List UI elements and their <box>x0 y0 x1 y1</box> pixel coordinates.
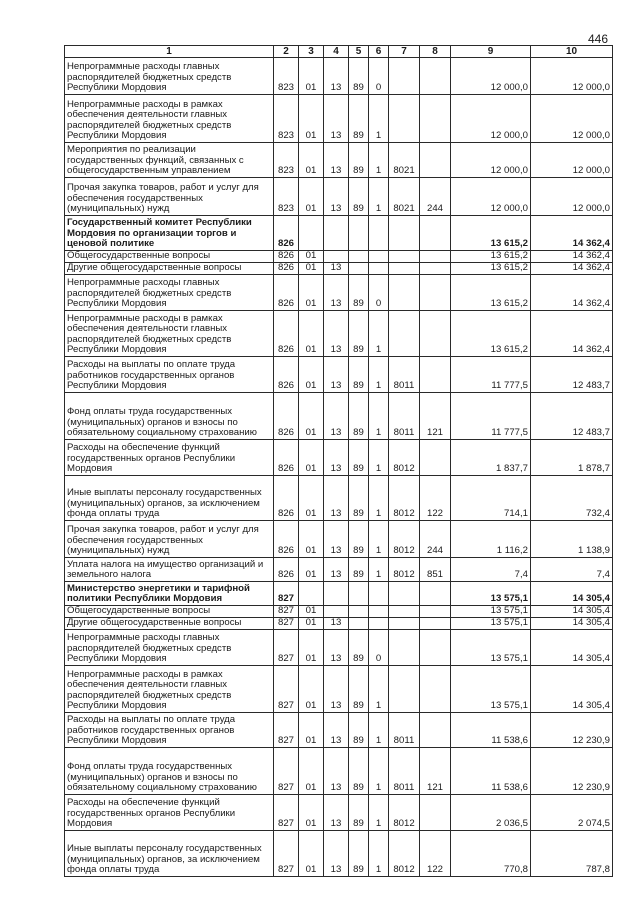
table-row <box>65 795 613 831</box>
section-code-cell: 01 <box>299 275 324 311</box>
program-code-cell: 89 <box>349 831 369 877</box>
table-row <box>65 476 613 521</box>
table-row <box>65 251 613 263</box>
ministry-code-cell: 823 <box>274 178 299 216</box>
table-row <box>65 618 613 630</box>
expense-type-cell <box>420 666 451 713</box>
program-code-cell: 89 <box>349 713 369 748</box>
amount-year2-cell: 14 362,4 <box>531 263 613 275</box>
subprogram-code-cell: 0 <box>369 275 389 311</box>
table-row <box>65 713 613 748</box>
ministry-code-cell: 827 <box>274 582 299 606</box>
subprogram-code-cell: 0 <box>369 58 389 95</box>
section-code-cell: 01 <box>299 618 324 630</box>
expense-type-cell <box>420 606 451 618</box>
section-code-cell <box>299 216 324 251</box>
subsection-code-cell: 13 <box>324 666 349 713</box>
amount-year1-cell: 13 575,1 <box>451 630 531 666</box>
amount-year2-cell: 14 305,4 <box>531 606 613 618</box>
section-code-cell: 01 <box>299 476 324 521</box>
subsection-code-cell: 13 <box>324 618 349 630</box>
row-name-cell: Прочая закупка товаров, работ и услуг для обеспечения государственных (муниципальных) нужд <box>65 521 274 558</box>
expense-type-cell: 244 <box>420 521 451 558</box>
subprogram-code-cell: 1 <box>369 393 389 440</box>
subsection-code-cell: 13 <box>324 143 349 178</box>
section-code-cell: 01 <box>299 521 324 558</box>
row-name-cell: Прочая закупка товаров, работ и услуг для обеспечения государственных (муниципальных) нужд <box>65 178 274 216</box>
column-header: 2 <box>274 46 299 58</box>
amount-year2-cell: 12 000,0 <box>531 95 613 143</box>
subprogram-code-cell <box>369 251 389 263</box>
amount-year1-cell: 1 837,7 <box>451 440 531 476</box>
amount-year2-cell: 14 362,4 <box>531 311 613 357</box>
row-name-cell: Расходы на обеспечение функций государственных органов Республики Мордовия <box>65 795 274 831</box>
ministry-code-cell: 827 <box>274 666 299 713</box>
expense-type-cell <box>420 582 451 606</box>
program-code-cell: 89 <box>349 476 369 521</box>
row-name-cell: Министерство энергетики и тарифной политики Республики Мордовия <box>65 582 274 606</box>
amount-year1-cell: 13 615,2 <box>451 251 531 263</box>
amount-year1-cell: 7,4 <box>451 558 531 582</box>
target-code-cell: 8021 <box>389 143 420 178</box>
subprogram-code-cell: 1 <box>369 713 389 748</box>
expense-type-cell <box>420 216 451 251</box>
subprogram-code-cell <box>369 582 389 606</box>
row-name-cell: Непрограммные расходы в рамках обеспечения деятельности главных распорядителей бюджетных средств Республики Мордовия <box>65 666 274 713</box>
ministry-code-cell: 826 <box>274 440 299 476</box>
section-code-cell: 01 <box>299 713 324 748</box>
table-row <box>65 748 613 795</box>
program-code-cell <box>349 251 369 263</box>
subsection-code-cell: 13 <box>324 275 349 311</box>
ministry-code-cell: 826 <box>274 558 299 582</box>
ministry-code-cell: 826 <box>274 275 299 311</box>
section-code-cell: 01 <box>299 666 324 713</box>
program-code-cell <box>349 582 369 606</box>
ministry-code-cell: 827 <box>274 795 299 831</box>
program-code-cell: 89 <box>349 795 369 831</box>
expense-type-cell <box>420 95 451 143</box>
expense-type-cell: 122 <box>420 476 451 521</box>
section-code-cell: 01 <box>299 831 324 877</box>
amount-year1-cell: 13 575,1 <box>451 618 531 630</box>
amount-year1-cell: 11 777,5 <box>451 393 531 440</box>
target-code-cell <box>389 216 420 251</box>
target-code-cell: 8012 <box>389 476 420 521</box>
target-code-cell: 8011 <box>389 393 420 440</box>
table-row <box>65 178 613 216</box>
program-code-cell: 89 <box>349 275 369 311</box>
section-code-cell: 01 <box>299 606 324 618</box>
amount-year2-cell: 14 362,4 <box>531 275 613 311</box>
subsection-code-cell: 13 <box>324 95 349 143</box>
amount-year1-cell: 12 000,0 <box>451 95 531 143</box>
program-code-cell: 89 <box>349 143 369 178</box>
amount-year2-cell: 787,8 <box>531 831 613 877</box>
row-name-cell: Общегосударственные вопросы <box>65 606 274 618</box>
subprogram-code-cell: 1 <box>369 440 389 476</box>
subsection-code-cell: 13 <box>324 440 349 476</box>
ministry-code-cell: 827 <box>274 630 299 666</box>
subsection-code-cell <box>324 216 349 251</box>
section-code-cell <box>299 582 324 606</box>
table-row <box>65 263 613 275</box>
program-code-cell: 89 <box>349 58 369 95</box>
program-code-cell: 89 <box>349 357 369 393</box>
subsection-code-cell: 13 <box>324 263 349 275</box>
table-row <box>65 216 613 251</box>
target-code-cell: 8012 <box>389 521 420 558</box>
row-name-cell: Непрограммные расходы главных распорядителей бюджетных средств Республики Мордовия <box>65 58 274 95</box>
program-code-cell: 89 <box>349 630 369 666</box>
amount-year2-cell: 14 305,4 <box>531 618 613 630</box>
ministry-code-cell: 823 <box>274 95 299 143</box>
section-code-cell: 01 <box>299 393 324 440</box>
table-row <box>65 521 613 558</box>
subsection-code-cell: 13 <box>324 393 349 440</box>
subprogram-code-cell: 1 <box>369 748 389 795</box>
amount-year2-cell: 12 000,0 <box>531 143 613 178</box>
table-row <box>65 666 613 713</box>
program-code-cell: 89 <box>349 748 369 795</box>
subsection-code-cell: 13 <box>324 831 349 877</box>
ministry-code-cell: 823 <box>274 143 299 178</box>
subprogram-code-cell: 1 <box>369 666 389 713</box>
section-code-cell: 01 <box>299 795 324 831</box>
subprogram-code-cell: 1 <box>369 831 389 877</box>
table-row <box>65 582 613 606</box>
expense-type-cell <box>420 275 451 311</box>
subprogram-code-cell: 1 <box>369 311 389 357</box>
budget-table <box>64 45 613 877</box>
ministry-code-cell: 823 <box>274 58 299 95</box>
section-code-cell: 01 <box>299 748 324 795</box>
row-name-cell: Непрограммные расходы в рамках обеспечения деятельности главных распорядителей бюджетных средств Республики Мордовия <box>65 311 274 357</box>
target-code-cell <box>389 311 420 357</box>
section-code-cell: 01 <box>299 143 324 178</box>
program-code-cell: 89 <box>349 521 369 558</box>
amount-year1-cell: 11 538,6 <box>451 748 531 795</box>
target-code-cell: 8012 <box>389 831 420 877</box>
expense-type-cell <box>420 357 451 393</box>
program-code-cell <box>349 606 369 618</box>
row-name-cell: Расходы на выплаты по оплате труда работников государственных органов Республики Мордовия <box>65 713 274 748</box>
amount-year2-cell: 14 362,4 <box>531 251 613 263</box>
amount-year2-cell: 12 230,9 <box>531 713 613 748</box>
program-code-cell <box>349 618 369 630</box>
amount-year2-cell: 7,4 <box>531 558 613 582</box>
table-row <box>65 831 613 877</box>
program-code-cell: 89 <box>349 95 369 143</box>
ministry-code-cell: 827 <box>274 748 299 795</box>
amount-year1-cell: 12 000,0 <box>451 58 531 95</box>
amount-year2-cell: 14 305,4 <box>531 666 613 713</box>
target-code-cell <box>389 95 420 143</box>
amount-year2-cell: 1 138,9 <box>531 521 613 558</box>
ministry-code-cell: 827 <box>274 713 299 748</box>
expense-type-cell <box>420 143 451 178</box>
expense-type-cell <box>420 58 451 95</box>
page-number: 446 <box>588 32 609 46</box>
ministry-code-cell: 827 <box>274 618 299 630</box>
table-row <box>65 275 613 311</box>
subprogram-code-cell <box>369 263 389 275</box>
ministry-code-cell: 826 <box>274 521 299 558</box>
subsection-code-cell: 13 <box>324 630 349 666</box>
amount-year1-cell: 770,8 <box>451 831 531 877</box>
table-row <box>65 558 613 582</box>
section-code-cell: 01 <box>299 263 324 275</box>
expense-type-cell <box>420 251 451 263</box>
amount-year2-cell: 732,4 <box>531 476 613 521</box>
expense-type-cell <box>420 630 451 666</box>
amount-year2-cell: 14 305,4 <box>531 630 613 666</box>
column-header: 8 <box>420 46 451 58</box>
row-name-cell: Непрограммные расходы главных распорядителей бюджетных средств Республики Мордовия <box>65 630 274 666</box>
subsection-code-cell: 13 <box>324 558 349 582</box>
amount-year1-cell: 12 000,0 <box>451 143 531 178</box>
table-row <box>65 143 613 178</box>
expense-type-cell: 244 <box>420 178 451 216</box>
target-code-cell <box>389 618 420 630</box>
subprogram-code-cell: 1 <box>369 476 389 521</box>
row-name-cell: Общегосударственные вопросы <box>65 251 274 263</box>
ministry-code-cell: 826 <box>274 263 299 275</box>
row-name-cell: Расходы на обеспечение функций государственных органов Республики Мордовия <box>65 440 274 476</box>
amount-year2-cell: 2 074,5 <box>531 795 613 831</box>
section-code-cell: 01 <box>299 357 324 393</box>
table-row <box>65 357 613 393</box>
amount-year1-cell: 13 615,2 <box>451 263 531 275</box>
subprogram-code-cell: 1 <box>369 558 389 582</box>
subsection-code-cell: 13 <box>324 58 349 95</box>
section-code-cell: 01 <box>299 58 324 95</box>
row-name-cell: Фонд оплаты труда государственных (муниципальных) органов и взносы по обязательному социальному страхованию <box>65 393 274 440</box>
amount-year1-cell: 1 116,2 <box>451 521 531 558</box>
target-code-cell <box>389 251 420 263</box>
column-header: 1 <box>65 46 274 58</box>
section-code-cell: 01 <box>299 95 324 143</box>
subsection-code-cell <box>324 582 349 606</box>
target-code-cell <box>389 630 420 666</box>
program-code-cell: 89 <box>349 311 369 357</box>
column-header: 5 <box>349 46 369 58</box>
row-name-cell: Государственный комитет Республики Мордовия по организации торгов и ценовой политике <box>65 216 274 251</box>
row-name-cell: Другие общегосударственные вопросы <box>65 263 274 275</box>
amount-year2-cell: 12 230,9 <box>531 748 613 795</box>
subsection-code-cell <box>324 606 349 618</box>
column-header: 7 <box>389 46 420 58</box>
expense-type-cell: 851 <box>420 558 451 582</box>
section-code-cell: 01 <box>299 630 324 666</box>
amount-year1-cell: 13 575,1 <box>451 666 531 713</box>
expense-type-cell <box>420 795 451 831</box>
column-header: 3 <box>299 46 324 58</box>
target-code-cell: 8012 <box>389 795 420 831</box>
row-name-cell: Другие общегосударственные вопросы <box>65 618 274 630</box>
ministry-code-cell: 827 <box>274 831 299 877</box>
subprogram-code-cell <box>369 618 389 630</box>
section-code-cell: 01 <box>299 440 324 476</box>
ministry-code-cell: 826 <box>274 251 299 263</box>
subsection-code-cell: 13 <box>324 178 349 216</box>
subsection-code-cell: 13 <box>324 713 349 748</box>
amount-year1-cell: 13 575,1 <box>451 582 531 606</box>
amount-year2-cell: 12 000,0 <box>531 58 613 95</box>
subprogram-code-cell: 1 <box>369 95 389 143</box>
target-code-cell <box>389 606 420 618</box>
target-code-cell <box>389 666 420 713</box>
section-code-cell: 01 <box>299 178 324 216</box>
amount-year2-cell: 14 362,4 <box>531 216 613 251</box>
subprogram-code-cell <box>369 606 389 618</box>
ministry-code-cell: 826 <box>274 476 299 521</box>
target-code-cell: 8011 <box>389 357 420 393</box>
table-row <box>65 311 613 357</box>
table-body <box>65 58 613 877</box>
row-name-cell: Уплата налога на имущество организаций и земельного налога <box>65 558 274 582</box>
subprogram-code-cell: 1 <box>369 357 389 393</box>
subsection-code-cell: 13 <box>324 795 349 831</box>
amount-year1-cell: 2 036,5 <box>451 795 531 831</box>
subsection-code-cell <box>324 251 349 263</box>
expense-type-cell <box>420 263 451 275</box>
table-row <box>65 606 613 618</box>
program-code-cell: 89 <box>349 440 369 476</box>
subsection-code-cell: 13 <box>324 476 349 521</box>
expense-type-cell: 121 <box>420 748 451 795</box>
target-code-cell <box>389 275 420 311</box>
section-code-cell: 01 <box>299 251 324 263</box>
amount-year1-cell: 714,1 <box>451 476 531 521</box>
program-code-cell <box>349 263 369 275</box>
program-code-cell: 89 <box>349 666 369 713</box>
target-code-cell: 8011 <box>389 713 420 748</box>
subprogram-code-cell: 1 <box>369 143 389 178</box>
row-name-cell: Непрограммные расходы главных распорядителей бюджетных средств Республики Мордовия <box>65 275 274 311</box>
row-name-cell: Непрограммные расходы в рамках обеспечения деятельности главных распорядителей бюджетных средств Республики Мордовия <box>65 95 274 143</box>
subprogram-code-cell <box>369 216 389 251</box>
target-code-cell: 8012 <box>389 440 420 476</box>
section-code-cell: 01 <box>299 558 324 582</box>
table-row <box>65 58 613 95</box>
amount-year2-cell: 12 483,7 <box>531 357 613 393</box>
amount-year1-cell: 12 000,0 <box>451 178 531 216</box>
table-row <box>65 630 613 666</box>
ministry-code-cell: 826 <box>274 357 299 393</box>
subprogram-code-cell: 1 <box>369 178 389 216</box>
section-code-cell: 01 <box>299 311 324 357</box>
column-header: 10 <box>531 46 613 58</box>
expense-type-cell: 122 <box>420 831 451 877</box>
target-code-cell: 8021 <box>389 178 420 216</box>
subsection-code-cell: 13 <box>324 357 349 393</box>
subprogram-code-cell: 1 <box>369 795 389 831</box>
subprogram-code-cell: 1 <box>369 521 389 558</box>
expense-type-cell <box>420 618 451 630</box>
ministry-code-cell: 826 <box>274 311 299 357</box>
subprogram-code-cell: 0 <box>369 630 389 666</box>
target-code-cell <box>389 58 420 95</box>
target-code-cell: 8012 <box>389 558 420 582</box>
program-code-cell: 89 <box>349 393 369 440</box>
program-code-cell <box>349 216 369 251</box>
target-code-cell: 8011 <box>389 748 420 795</box>
target-code-cell <box>389 263 420 275</box>
target-code-cell <box>389 582 420 606</box>
amount-year1-cell: 13 615,2 <box>451 275 531 311</box>
ministry-code-cell: 826 <box>274 393 299 440</box>
amount-year1-cell: 13 615,2 <box>451 216 531 251</box>
amount-year1-cell: 13 615,2 <box>451 311 531 357</box>
table-row <box>65 440 613 476</box>
program-code-cell: 89 <box>349 178 369 216</box>
column-header: 6 <box>369 46 389 58</box>
row-name-cell: Иные выплаты персоналу государственных (муниципальных) органов, за исключением фонда оплаты труда <box>65 831 274 877</box>
column-header: 9 <box>451 46 531 58</box>
table-row <box>65 95 613 143</box>
row-name-cell: Расходы на выплаты по оплате труда работников государственных органов Республики Мордовия <box>65 357 274 393</box>
expense-type-cell <box>420 311 451 357</box>
expense-type-cell <box>420 440 451 476</box>
header-row <box>65 46 613 58</box>
ministry-code-cell: 827 <box>274 606 299 618</box>
row-name-cell: Иные выплаты персоналу государственных (муниципальных) органов, за исключением фонда оплаты труда <box>65 476 274 521</box>
program-code-cell: 89 <box>349 558 369 582</box>
amount-year2-cell: 1 878,7 <box>531 440 613 476</box>
subsection-code-cell: 13 <box>324 311 349 357</box>
amount-year1-cell: 13 575,1 <box>451 606 531 618</box>
column-header: 4 <box>324 46 349 58</box>
table-row <box>65 393 613 440</box>
amount-year1-cell: 11 777,5 <box>451 357 531 393</box>
amount-year2-cell: 12 483,7 <box>531 393 613 440</box>
row-name-cell: Мероприятия по реализации государственных функций, связанных с общегосударственным управлением <box>65 143 274 178</box>
amount-year2-cell: 12 000,0 <box>531 178 613 216</box>
amount-year1-cell: 11 538,6 <box>451 713 531 748</box>
amount-year2-cell: 14 305,4 <box>531 582 613 606</box>
subsection-code-cell: 13 <box>324 748 349 795</box>
expense-type-cell <box>420 713 451 748</box>
expense-type-cell: 121 <box>420 393 451 440</box>
ministry-code-cell: 826 <box>274 216 299 251</box>
row-name-cell: Фонд оплаты труда государственных (муниципальных) органов и взносы по обязательному социальному страхованию <box>65 748 274 795</box>
subsection-code-cell: 13 <box>324 521 349 558</box>
